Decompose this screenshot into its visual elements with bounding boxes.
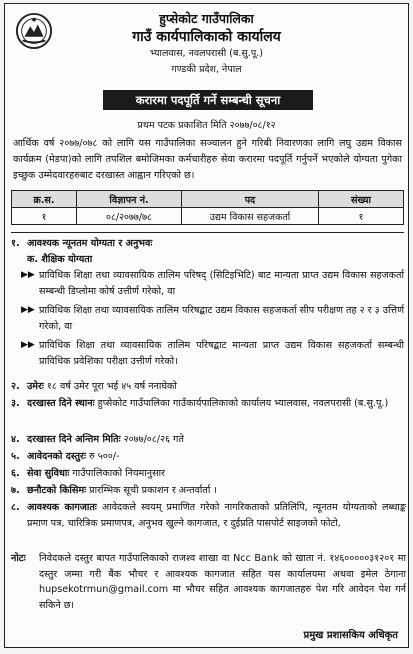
- qualification-2: प्राविधिक शिक्षा तथा व्यावसायिक तालिम परिषद्बाट उद्यम विकास सहजकर्ता सीप परीक्षण तह २ र ३ उत्तिर्ण गरेको, वा: [39, 305, 404, 332]
- req-2-heading: उमेरः: [27, 381, 44, 392]
- req-4-text: २०७७/०८/२६ गते: [123, 434, 184, 445]
- cell-post: उद्यम विकास सहजकर्ता: [182, 208, 319, 225]
- note: [11, 551, 406, 613]
- notice-title: करारमा पदपूर्ति गर्ने सम्बन्धी सूचना: [103, 90, 313, 110]
- list-item: [21, 338, 404, 369]
- req-6: [11, 466, 406, 482]
- req-3: [11, 396, 406, 412]
- req-1: [11, 236, 406, 252]
- req-6-number: ६.: [11, 468, 20, 479]
- req-4: [11, 432, 406, 448]
- req-5-text: रु ५००/-: [88, 451, 120, 462]
- req-8: [11, 500, 406, 531]
- req-5-heading: आवेदनको दस्तुरः: [27, 451, 86, 462]
- cell-serial: १: [12, 208, 77, 225]
- req-2-number: २.: [11, 381, 20, 392]
- qualification-1: प्राविधिक शिक्षा तथा व्यावसायिक तालिम परिषद् (सिटिइभिटि) बाट मान्यता प्राप्त उद्यम विकास सहजकर्ता सम्बन्धी डिप्लोमा कोर्ष उत्तीर्ण गरेको, वा: [39, 270, 404, 297]
- col-post: पद: [182, 191, 319, 208]
- req-6-text: गाउँपालिकाको नियमानुसार: [72, 468, 165, 479]
- notice-page: [4, 3, 409, 648]
- req-3-heading: दरखास्त दिने स्थानः: [27, 398, 95, 409]
- office-address: भ्यालवास, नवलपरासी (ब.सु.पू.): [150, 48, 263, 59]
- note-heading: नोटः: [11, 553, 26, 564]
- table-header-row: [12, 191, 404, 208]
- req-6-heading: सेवा सुविधाः: [27, 468, 70, 479]
- req-8-number: ८.: [11, 502, 20, 513]
- municipality-name: हुप्सेकोट गाउँपालिका: [159, 11, 254, 26]
- req-4-number: ४.: [11, 434, 20, 445]
- req-8-heading: आवश्यक कागजातः: [27, 502, 97, 513]
- req-5-number: ५.: [11, 451, 20, 462]
- req-7-heading: छनौटको किसिमः: [27, 485, 87, 496]
- req-7: [11, 483, 406, 499]
- req-7-text: प्रारम्भिक सूची प्रकाशन र अन्तर्वार्ता ।: [89, 485, 218, 496]
- list-item: [21, 303, 404, 334]
- list-item: [21, 268, 404, 299]
- signatory-title: प्रमुख प्रशासकिय अधिकृत: [303, 630, 398, 641]
- qualification-3: प्राविधिक शिक्षा तथा व्यावसायिक तालिम परिषद्बाट मान्यता प्राप्त उद्यम विकास सहजकर्ता सम्बन्धी प्राविधिक प्रवेशिका परीक्षा उत्तीर्ण गरेको।: [39, 340, 404, 367]
- req-2: [11, 379, 406, 395]
- divider: [11, 232, 404, 233]
- table-row: [12, 208, 404, 225]
- cell-ad-number: ०८/२०७७/७८: [77, 208, 182, 225]
- req-1-heading: आवश्यक न्यूनतम योग्यता र अनुभवः: [27, 238, 153, 249]
- arrow-bullet-icon: ▶▶: [21, 270, 35, 280]
- published-date: प्रथम पटक प्रकाशित मिति २०७७/०८/१२: [137, 120, 276, 131]
- req-3-number: ३.: [11, 398, 20, 409]
- req-1-number: १.: [11, 238, 20, 249]
- req-3-text: हुप्सेकोट गाउँपालिका गाउँकार्यपालिकाको कार्यालय भ्यालवास, नवलपरासी (ब.सु.पू.): [97, 398, 389, 409]
- letterhead: [5, 4, 408, 88]
- col-ad-number: विज्ञापन नं.: [77, 191, 182, 208]
- req-5: [11, 449, 406, 465]
- req-2-text: १८ वर्ष उमेर पूरा भई ४५ वर्ष ननाघेको: [46, 381, 177, 392]
- note-text: निवेदकले दस्तुर बापत गाउँपालिकाको राजश्व शाखा वा Ncc Bank को खाता नं. १४६०००००३१२०१ मा दस्तुर जम्मा गरी बैंक भौचर र आवश्यक कागजात सहित यस कार्यालयमा अथवा इमेल ठेगाना hupsekotrmun@gmail.com मा भौचर सहित आवश्यक कागजातहरु पेश गरि आवेदन पेश गर्न सकिने छ।: [39, 553, 406, 611]
- office-name: गाउँ कार्यपालिकाको कार्यालय: [132, 29, 281, 45]
- province-name: गण्डकी प्रदेश, नेपाल: [171, 64, 242, 75]
- req-8-text: आवेदकले स्वयम् प्रमाणित गरेको नागरिकताको प्रतिलिपि, न्यूनतम योग्यताको लब्धाङ्क प्रमाण पत्र, चारित्रिक प्रमाणपत्र, अनुभव खुल्ने कागजात, र दुईप्रति पासपोर्ट साइजको फोटो,: [27, 502, 406, 529]
- req-1a-heading: क. शैक्षिक योग्यता: [27, 254, 93, 265]
- col-serial: क्र.स.: [12, 191, 77, 208]
- arrow-bullet-icon: ▶▶: [21, 305, 35, 315]
- arrow-bullet-icon: ▶▶: [21, 340, 35, 350]
- intro-paragraph: आर्थिक वर्ष २०७७/०७८ को लागि यस गाउँपालिका सञ्चालन हुने गरिबी निवारणका लागि लघु उद्यम विकास कार्यक्रम (मेडपा)को लागि तपशिल बमोजिमका कर्मचारीहरु सेवा करारमा पदपूर्ति गर्नुपर्ने भएकोले योग्यता पुगेका इच्छुक उम्मेदवारहरुबाट दरखास्त आह्वान गरिएको छ।: [13, 138, 402, 181]
- vacancy-table: [11, 190, 404, 225]
- req-7-number: ७.: [11, 485, 20, 496]
- cell-count: १: [319, 208, 404, 225]
- req-1a: [27, 252, 397, 268]
- req-4-heading: दरखास्त दिने अन्तिम मितिः: [27, 434, 121, 445]
- col-count: संख्या: [319, 191, 404, 208]
